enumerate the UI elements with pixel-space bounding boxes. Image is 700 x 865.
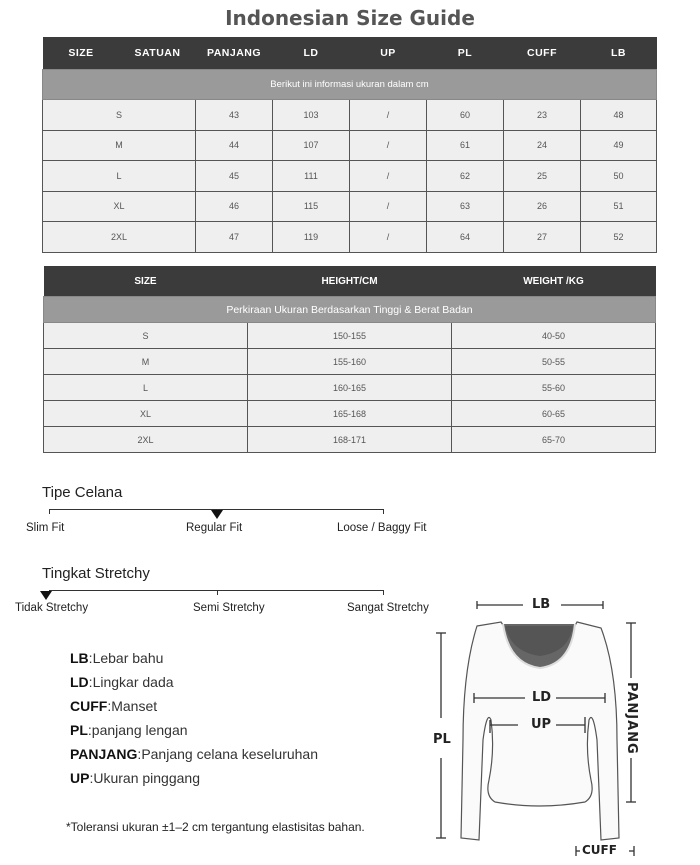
table-row — [43, 222, 657, 253]
table-subheader-row — [43, 70, 657, 100]
legend-item: UP:Ukuran pinggang — [70, 770, 200, 786]
cell-panjang: 46 — [196, 191, 273, 222]
scale-tick — [217, 590, 218, 595]
cell-size: M — [44, 349, 248, 375]
fit-label-slim: Slim Fit — [26, 522, 65, 534]
cell-lb: 50 — [581, 161, 657, 192]
cell-cuff: 23 — [504, 100, 581, 131]
stretch-label-none: Tidak Stretchy — [15, 602, 89, 614]
header-panjang: PANJANG — [196, 37, 273, 70]
legend-item: LD:Lingkar dada — [70, 674, 174, 690]
cell-panjang: 43 — [196, 100, 273, 131]
measurement-table — [42, 37, 657, 253]
table-row — [43, 130, 657, 161]
stretch-label-semi: Semi Stretchy — [193, 602, 265, 614]
cell-cuff: 25 — [504, 161, 581, 192]
table-subtitle: Berikut ini informasi ukuran dalam cm — [43, 70, 657, 100]
fit-label-regular: Regular Fit — [186, 522, 243, 534]
header-weight: WEIGHT /KG — [452, 266, 656, 297]
table-row — [44, 349, 656, 375]
header-height: HEIGHT/CM — [248, 266, 452, 297]
cell-size: XL — [43, 191, 196, 222]
cell-size: L — [43, 161, 196, 192]
cell-ld: 107 — [273, 130, 350, 161]
cell-lb: 52 — [581, 222, 657, 253]
header-size: SIZE — [44, 266, 248, 297]
table-row — [44, 401, 656, 427]
table-header-row — [43, 37, 657, 70]
cell-weight: 50-55 — [452, 349, 656, 375]
cell-up: / — [350, 222, 427, 253]
diagram-label-lb: LB — [532, 597, 551, 612]
legend-item: PL:panjang lengan — [70, 722, 188, 738]
scale-tick — [383, 509, 384, 514]
cell-weight: 60-65 — [452, 401, 656, 427]
cell-height: 160-165 — [248, 375, 452, 401]
header-pl: PL — [427, 37, 504, 70]
legend-item: PANJANG:Panjang celana keseluruhan — [70, 746, 319, 762]
table-subtitle: Perkiraan Ukuran Berdasarkan Tinggi & Berat Badan — [44, 297, 656, 323]
cell-pl: 64 — [427, 222, 504, 253]
cell-panjang: 44 — [196, 130, 273, 161]
cell-lb: 51 — [581, 191, 657, 222]
table-row — [44, 323, 656, 349]
page-title: Indonesian Size Guide — [225, 6, 475, 30]
stretch-label-high: Sangat Stretchy — [347, 602, 429, 614]
cell-size: XL — [44, 401, 248, 427]
diagram-label-up: UP — [531, 717, 552, 732]
table-subheader-row — [44, 297, 656, 323]
diagram-label-pl: PL — [433, 732, 451, 747]
legend-item: LB:Lebar bahu — [70, 650, 164, 666]
diagram-label-ld: LD — [532, 690, 552, 705]
table-row — [43, 191, 657, 222]
cell-size: S — [43, 100, 196, 131]
cell-ld: 119 — [273, 222, 350, 253]
scale-tick — [49, 509, 50, 514]
cell-pl: 62 — [427, 161, 504, 192]
cell-ld: 103 — [273, 100, 350, 131]
header-satuan: SATUAN — [120, 37, 196, 70]
legend-item: CUFF:Manset — [70, 698, 158, 714]
cell-weight: 55-60 — [452, 375, 656, 401]
cell-ld: 115 — [273, 191, 350, 222]
cell-size: 2XL — [44, 427, 248, 453]
fit-table — [43, 266, 656, 453]
cell-panjang: 47 — [196, 222, 273, 253]
cell-height: 165-168 — [248, 401, 452, 427]
fit-type-title: Tipe Celana — [42, 484, 123, 501]
table-row — [43, 100, 657, 131]
cell-lb: 49 — [581, 130, 657, 161]
cell-up: / — [350, 130, 427, 161]
table-row — [43, 161, 657, 192]
table-header-row — [44, 266, 656, 297]
cell-pl: 63 — [427, 191, 504, 222]
selected-marker-icon — [40, 591, 52, 600]
selected-marker-icon — [211, 510, 223, 519]
scale-tick — [383, 590, 384, 595]
cell-height: 150-155 — [248, 323, 452, 349]
header-ld: LD — [273, 37, 350, 70]
diagram-label-cuff: CUFF — [582, 843, 617, 857]
table-row — [44, 375, 656, 401]
cell-size: S — [44, 323, 248, 349]
cell-cuff: 27 — [504, 222, 581, 253]
cell-weight: 40-50 — [452, 323, 656, 349]
header-size: SIZE — [43, 37, 120, 70]
diagram-label-panjang: PANJANG — [624, 682, 639, 755]
cell-height: 168-171 — [248, 427, 452, 453]
header-lb: LB — [581, 37, 657, 70]
cell-cuff: 26 — [504, 191, 581, 222]
cell-up: / — [350, 191, 427, 222]
stretch-level-title: Tingkat Stretchy — [42, 565, 150, 582]
header-cuff: CUFF — [504, 37, 581, 70]
cell-panjang: 45 — [196, 161, 273, 192]
cell-size: 2XL — [43, 222, 196, 253]
cell-height: 155-160 — [248, 349, 452, 375]
abbreviation-legend — [70, 648, 318, 792]
table-row — [44, 427, 656, 453]
cell-pl: 61 — [427, 130, 504, 161]
cell-pl: 60 — [427, 100, 504, 131]
header-up: UP — [350, 37, 427, 70]
fit-label-loose: Loose / Baggy Fit — [337, 522, 427, 534]
cell-ld: 111 — [273, 161, 350, 192]
shirt-measurement-diagram — [425, 590, 665, 860]
cell-size: L — [44, 375, 248, 401]
cell-size: M — [43, 130, 196, 161]
tolerance-note: *Toleransi ukuran ±1–2 cm tergantung elastisitas bahan. — [66, 820, 365, 834]
cell-up: / — [350, 100, 427, 131]
cell-lb: 48 — [581, 100, 657, 131]
cell-cuff: 24 — [504, 130, 581, 161]
cell-up: / — [350, 161, 427, 192]
cell-weight: 65-70 — [452, 427, 656, 453]
